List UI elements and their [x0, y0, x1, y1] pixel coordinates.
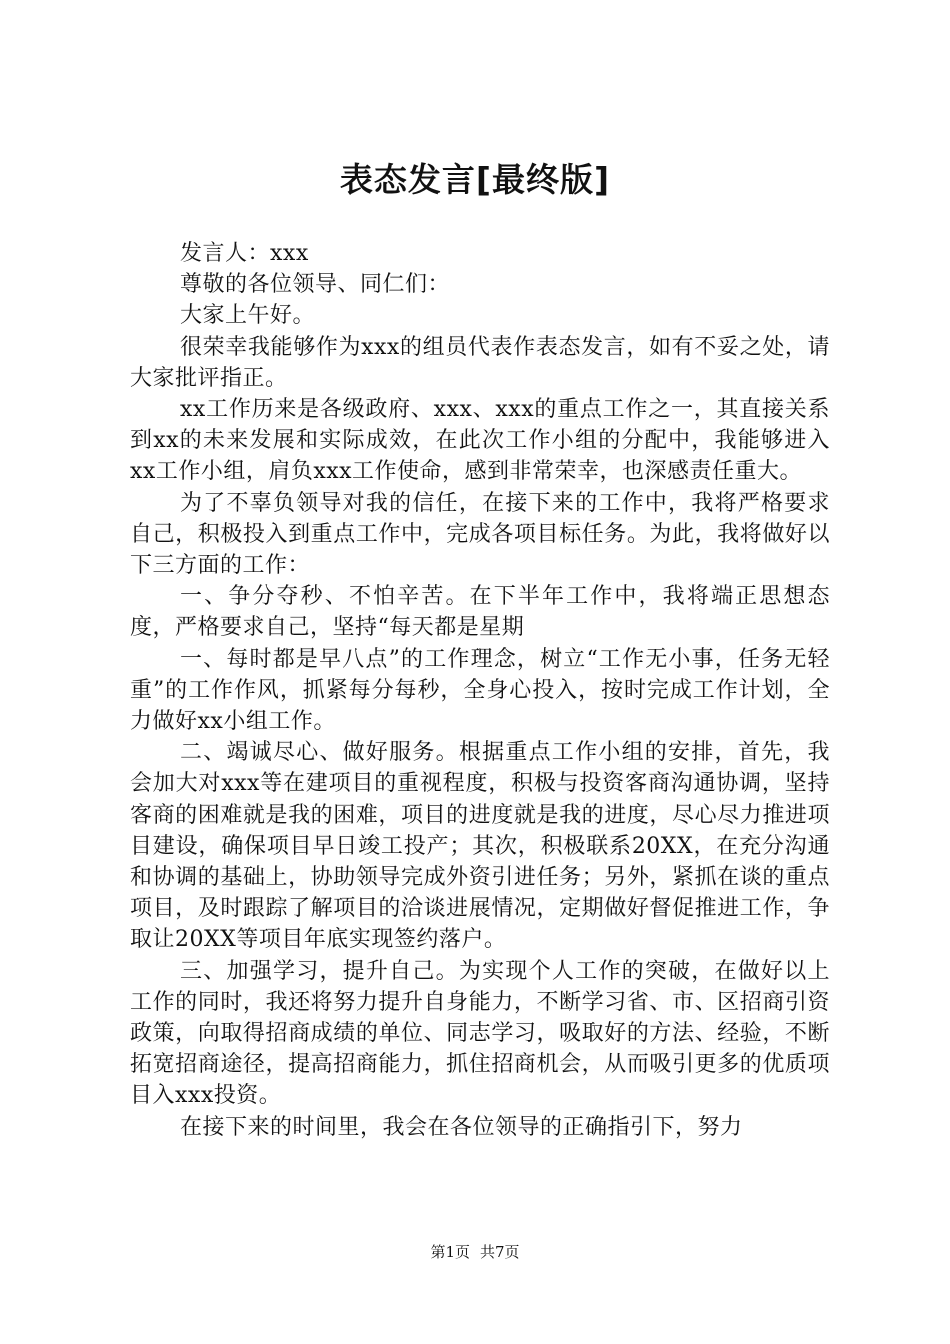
- page-number: 第1页: [430, 1243, 470, 1261]
- paragraph-salutation: 尊敬的各位领导、同仁们：: [180, 272, 451, 298]
- paragraph: 二、竭诚尽心、做好服务。根据重点工作小组的安排，首先，我会加大对xxx等在建项目的重视程度，积极与投资客商沟通协调，坚持客商的困难就是我的困难，项目的进度就是我的进度，尽心尽力推进项目建设，确保项目早日竣工投产；其次，积极联系20XX，在充分沟通和协调的基础上，协助领导完成外资引进任务；另外，紧抓在谈的重点项目，及时跟踪了解项目的洽谈进展情况，定期做好督促推进工作，争取让20XX等项目年底实现签约落户。: [130, 740, 830, 953]
- paragraph: 为了不辜负领导对我的信任，在接下来的工作中，我将严格要求自己，积极投入到重点工作中，完成各项目标任务。为此，我将做好以下三方面的工作：: [130, 490, 830, 579]
- paragraph: 在接下来的时间里，我会在各位领导的正确指引下，努力: [180, 1114, 743, 1140]
- paragraph-greeting: 大家上午好。: [180, 303, 316, 329]
- paragraph-speaker: 发言人：xxx: [180, 241, 309, 266]
- document-body: [130, 238, 830, 1143]
- page-total: 共7页: [480, 1243, 520, 1261]
- page-footer: [0, 1242, 950, 1262]
- paragraph: 很荣幸我能够作为xxx的组员代表作表态发言，如有不妥之处，请大家批评指正。: [130, 334, 830, 391]
- paragraph: xx工作历来是各级政府、xxx、xxx的重点工作之一，其直接关系到xx的未来发展和实际成效，在此次工作小组的分配中，我能够进入xx工作小组，肩负xxx工作使命，感到非常荣幸，也深感责任重大。: [130, 397, 830, 485]
- document-title: 表态发言[最终版]: [339, 160, 611, 199]
- paragraph: 一、争分夺秒、不怕辛苦。在下半年工作中，我将端正思想态度，严格要求自己，坚持“每天都是星期: [130, 584, 830, 641]
- paragraph: 一、每时都是早八点”的工作理念，树立“工作无小事，任务无轻重”的工作作风，抓紧每分每秒，全身心投入，按时完成工作计划，全力做好xx小组工作。: [130, 646, 830, 735]
- paragraph: 三、加强学习，提升自己。为实现个人工作的突破，在做好以上工作的同时，我还将努力提升自身能力，不断学习省、市、区招商引资政策，向取得招商成绩的单位、同志学习，吸取好的方法、经验，不断拓宽招商途径，提高招商能力，抓住招商机会，从而吸引更多的优质项目入xxx投资。: [130, 958, 830, 1109]
